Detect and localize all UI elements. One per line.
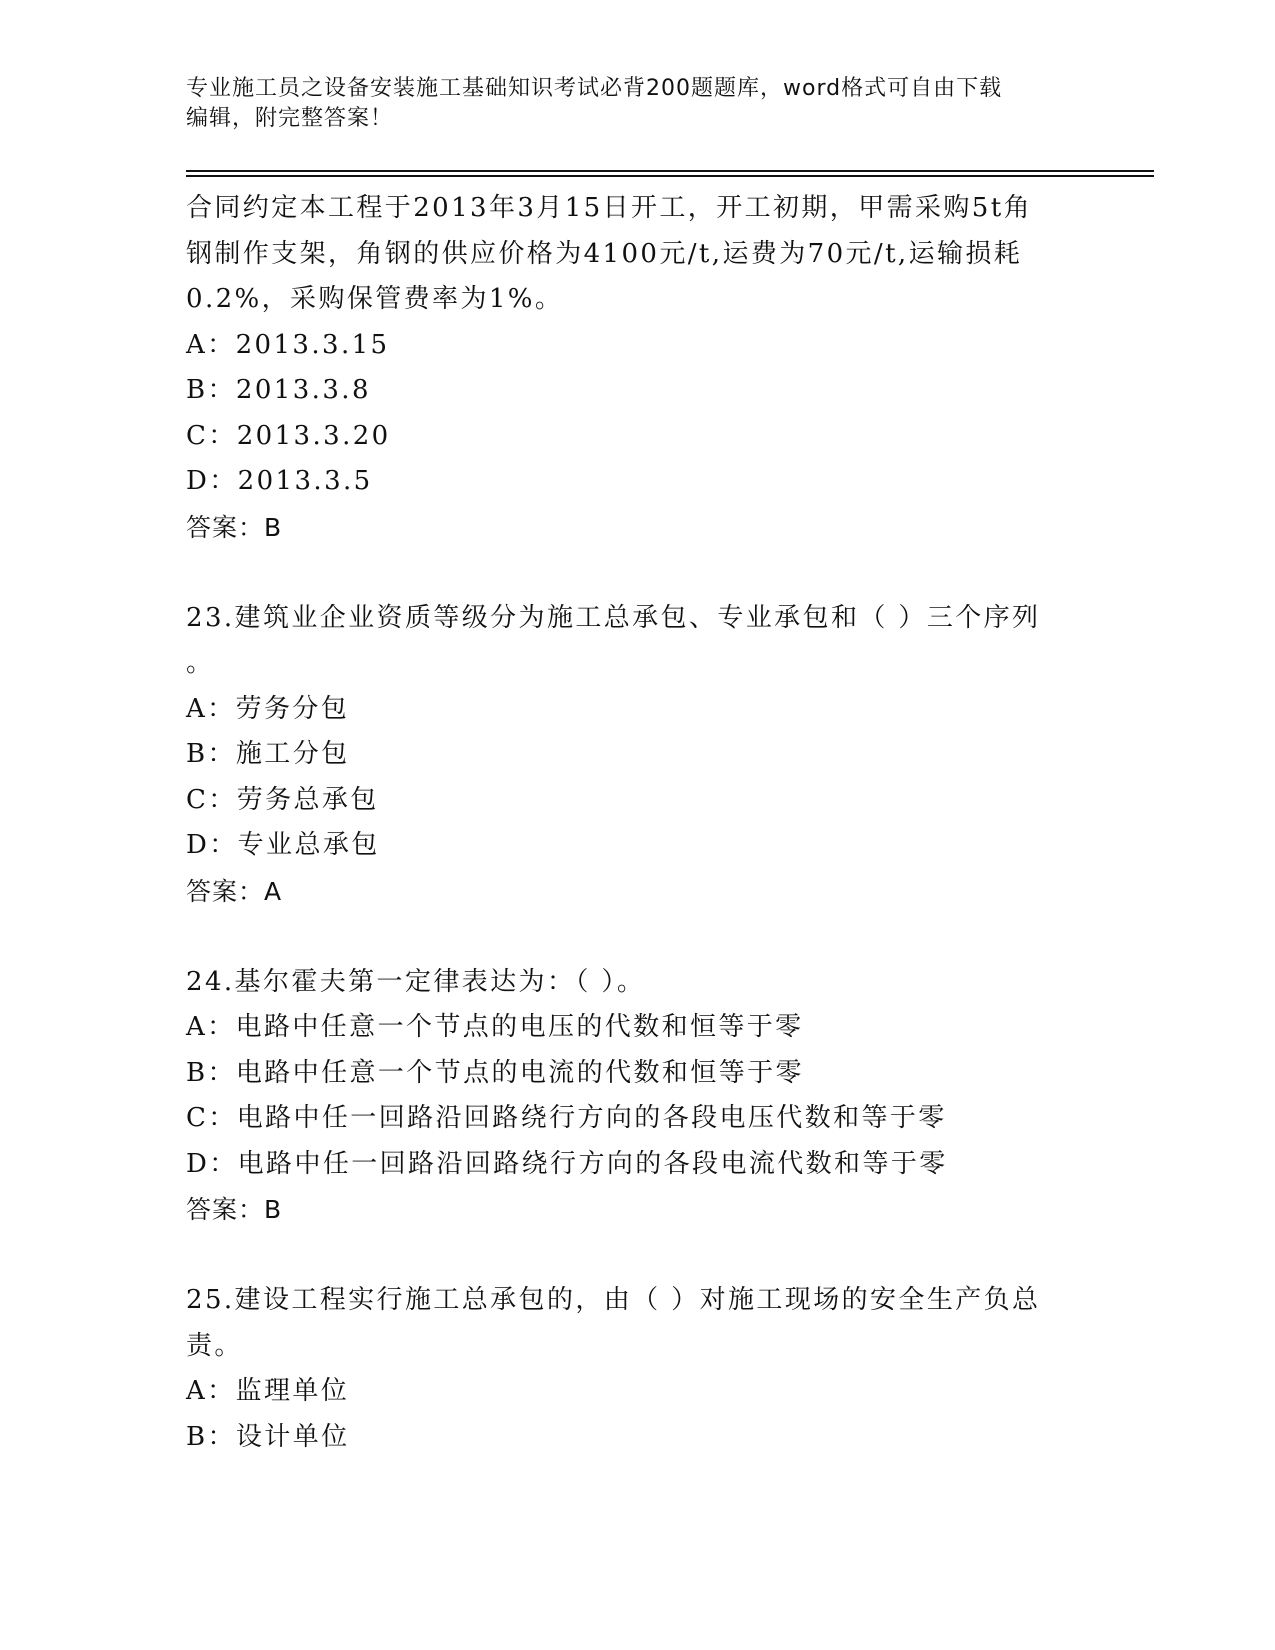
question-24-answer: 答案：B xyxy=(186,1195,283,1224)
question-spacer xyxy=(186,914,1086,960)
question-23-answer: 答案：A xyxy=(186,876,283,906)
question-22-stem-line-2: 钢制作支架，角钢的供应价格为4100元/t,运费为70元/t,运输损耗 xyxy=(186,238,1023,269)
question-23-stem-line-1: 23.建筑业企业资质等级分为施工总承包、专业承包和（ ）三个序列 xyxy=(186,602,1041,633)
question-22 xyxy=(186,186,1086,550)
question-24-option-a: A：电路中任意一个节点的电压的代数和恒等于零 xyxy=(186,1012,804,1042)
question-25-option-a: A：监理单位 xyxy=(186,1376,350,1406)
question-23-option-a: A：劳务分包 xyxy=(186,693,350,724)
header-title-line-1: 专业施工员之设备安装施工基础知识考试必背200题题库，word格式可自由下载 xyxy=(186,76,1003,101)
question-25 xyxy=(186,1278,1086,1460)
question-24-stem-line-1: 24.基尔霍夫第一定律表达为：（ ）。 xyxy=(186,966,646,997)
header-title-line-2: 编辑，附完整答案！ xyxy=(186,106,394,131)
question-22-answer: 答案：B xyxy=(186,512,283,542)
question-spacer xyxy=(186,550,1086,596)
question-list xyxy=(186,186,1086,1460)
question-23 xyxy=(186,596,1086,915)
question-24 xyxy=(186,960,1086,1233)
header-divider-bottom xyxy=(186,175,1154,177)
question-22-stem-line-3: 0.2%，采购保管费率为1%。 xyxy=(186,284,564,314)
question-25-option-b: B：设计单位 xyxy=(186,1421,350,1452)
question-22-option-b: B：2013.3.8 xyxy=(186,375,371,405)
question-22-option-c: C：2013.3.20 xyxy=(186,420,391,451)
document-header xyxy=(186,74,1086,134)
question-22-option-a: A：2013.3.15 xyxy=(186,329,390,360)
question-25-stem-line-2: 责。 xyxy=(186,1330,243,1361)
question-23-stem-line-2: 。 xyxy=(186,648,215,678)
question-22-option-d: D：2013.3.5 xyxy=(186,466,373,496)
question-23-option-c: C：劳务总承包 xyxy=(186,784,379,815)
question-24-option-b: B：电路中任意一个节点的电流的代数和恒等于零 xyxy=(186,1057,804,1088)
question-spacer xyxy=(186,1233,1086,1279)
question-24-option-d: D：电路中任一回路沿回路绕行方向的各段电流代数和等于零 xyxy=(186,1148,948,1179)
question-23-option-d: D：专业总承包 xyxy=(186,830,380,860)
question-22-stem-line-1: 合同约定本工程于2013年3月15日开工，开工初期，甲需采购5t角 xyxy=(186,193,1032,223)
question-23-option-b: B：施工分包 xyxy=(186,739,350,769)
question-24-option-c: C：电路中任一回路沿回路绕行方向的各段电压代数和等于零 xyxy=(186,1103,947,1133)
question-25-stem-line-1: 25.建设工程实行施工总承包的，由（ ）对施工现场的安全生产负总 xyxy=(186,1285,1041,1315)
header-divider-top xyxy=(186,170,1154,172)
